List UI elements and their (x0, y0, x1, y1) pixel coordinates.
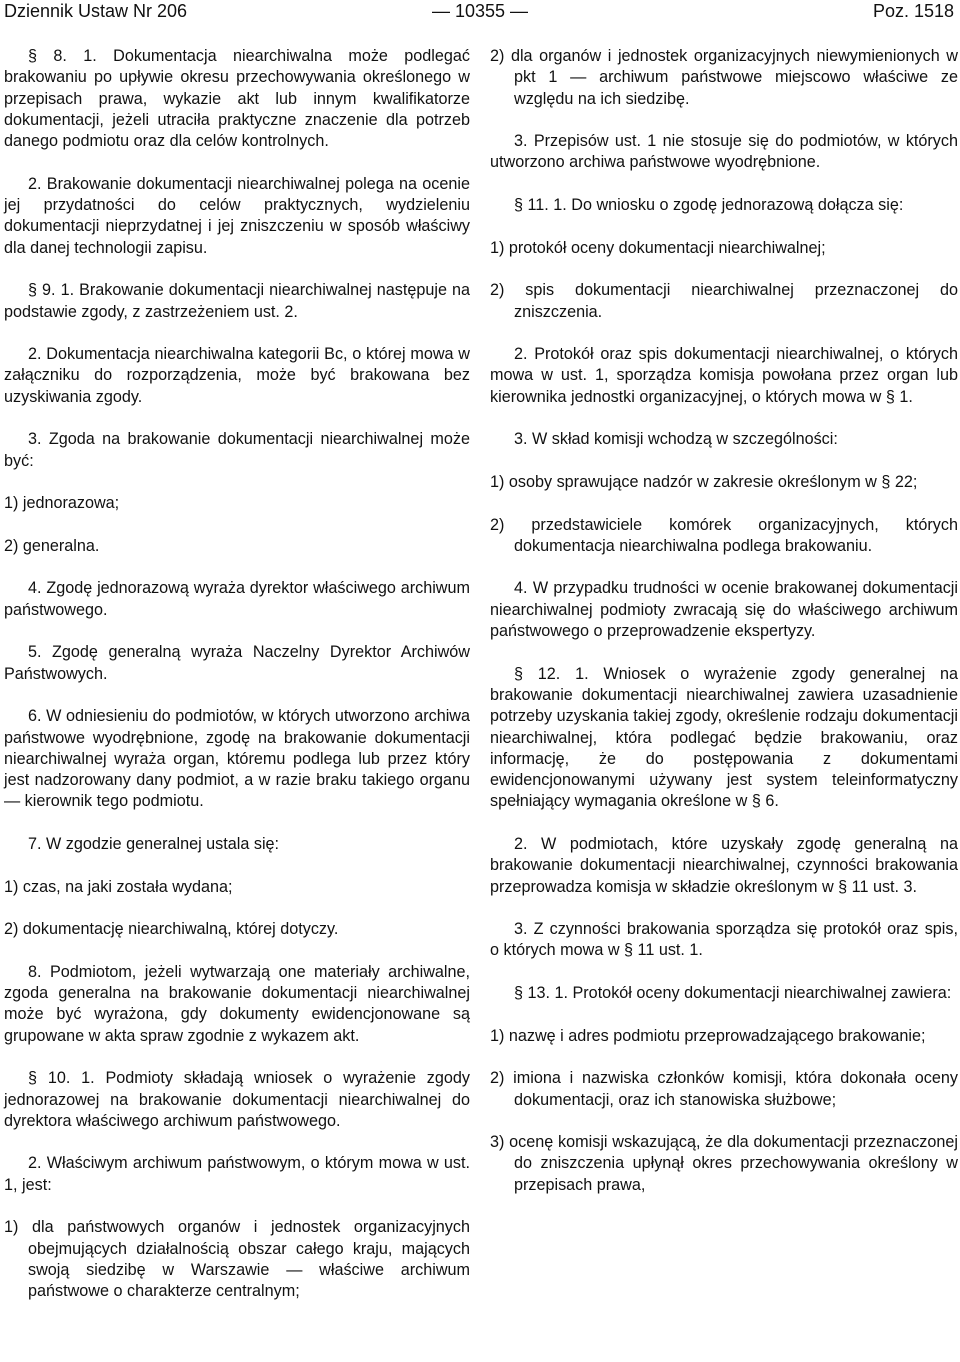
paragraph: 2. Dokumentacja niearchiwalna kategorii Bc, o której mowa w załączniku do rozporządzenia, może być brakowana bez uzyskiwania zgody. (4, 345, 470, 406)
list-item: 2) przedstawiciele komórek organizacyjnych, których dokumentacja niearchiwalna podlega brakowaniu. (490, 515, 958, 555)
paragraph: 7. W zgodzie generalnej ustala się: (28, 834, 280, 853)
paragraph: 4. Zgodę jednorazową wyraża dyrektor właściwego archiwum państwowego. (4, 579, 470, 619)
list-item: 1) jednorazowa; (4, 494, 120, 513)
paragraph: 3. Zgoda na brakowanie dokumentacji niearchiwalnej może być: (4, 430, 470, 470)
paragraph: 3. Z czynności brakowania sporządza się protokół oraz spis, o których mowa w § 11 ust. 1. (490, 920, 958, 960)
position-number: Poz. 1518 (872, 1, 954, 21)
paragraph: 8. Podmiotom, jeżeli wytwarzają one materiały archiwalne, zgoda generalna na brakowanie dokumentacji niearchiwalnej może być wyrażona, gdy dokumenty ewidencjonowane są grupowane w akta spraw zgodnie z wykazem akt. (4, 962, 470, 1045)
paragraph: 3. W skład komisji wchodzą w szczególności: (514, 430, 838, 449)
list-item: 2) dla organów i jednostek organizacyjnych niewymienionych w pkt 1 — archiwum państwowe miejscowo właściwe ze względu na ich siedzibę. (490, 47, 958, 108)
list-item: 1) nazwę i adres podmiotu przeprowadzającego brakowanie; (490, 1026, 926, 1045)
paragraph: 5. Zgodę generalną wyraża Naczelny Dyrektor Archiwów Państwowych. (4, 643, 470, 683)
paragraph: 6. W odniesieniu do podmiotów, w których utworzono archiwa państwowe wyodrębnione, zgodę na brakowanie dokumentacji niearchiwalnej wyraża organ, któremu podlega lub przez który jest nadzorowany dany podmiot, a w razie braku takiego organu — kierownik tego podmiotu. (4, 707, 470, 811)
journal-title: Dziennik Ustaw Nr 206 (4, 1, 188, 21)
paragraph: 2. Brakowanie dokumentacji niearchiwalnej polega na ocenie jej przydatności do celów praktycznych, wydzieleniu dokumentacji nieprzydatnej i jej zniszczeniu w sposób właściwy dla danej technologii zapisu. (4, 174, 470, 257)
paragraph: § 9. 1. Brakowanie dokumentacji niearchiwalnej następuje na podstawie zgody, z zastrzeżeniem ust. 2. (4, 281, 470, 321)
list-item: 1) osoby sprawujące nadzór w zakresie określonym w § 22; (490, 472, 918, 491)
list-item: 2) imiona i nazwiska członków komisji, która dokonała oceny dokumentacji, oraz ich stanowiska służbowe; (490, 1069, 958, 1109)
paragraph: § 11. 1. Do wniosku o zgodę jednorazową dołącza się: (514, 196, 904, 215)
page-number: — 10355 — (431, 1, 529, 21)
list-item: 2) generalna. (4, 536, 100, 555)
paragraph: 2. Protokół oraz spis dokumentacji niearchiwalnej, o których mowa w ust. 1, sporządza komisja powołana przez organ lub kierownika jednostki organizacyjnej, o których mowa w § 1. (490, 345, 958, 406)
right-column (490, 46, 958, 1217)
paragraph: 4. W przypadku trudności w ocenie brakowanej dokumentacji niearchiwalnej podmioty zwracają się do właściwego archiwum państwowego o przeprowadzenie ekspertyzy. (490, 579, 958, 641)
list-item: 1) czas, na jaki została wydana; (4, 877, 233, 896)
paragraph: 3. Przepisów ust. 1 nie stosuje się do podmiotów, w których utworzono archiwa państwowe wyodrębnione. (490, 132, 958, 172)
list-item: 1) dla państwowych organów i jednostek organizacyjnych obejmujących działalnością obszar całego kraju, mających swoją siedzibę w Warszawie — właściwe archiwum państwowe o charakterze centralnym; (4, 1218, 470, 1301)
paragraph: 2. W podmiotach, które uzyskały zgodę generalną na brakowanie dokumentacji niearchiwalnej, czynności brakowania przeprowadza komisja w składzie określonym w § 11 ust. 3. (490, 834, 958, 896)
list-item: 2) dokumentację niearchiwalną, której dotyczy. (4, 920, 339, 939)
list-item: 2) spis dokumentacji niearchiwalnej przeznaczonej do zniszczenia. (490, 281, 958, 321)
paragraph: § 13. 1. Protokół oceny dokumentacji niearchiwalnej zawiera: (514, 984, 952, 1003)
page-header (0, 0, 960, 30)
paragraph: § 8. 1. Dokumentacja niearchiwalna może podlegać brakowaniu po upływie okresu przechowywania określonego w przepisach prawa, wykazie akt lub innym kwalifikatorze dokumentacji, jeżeli utraciła praktyczne znaczenie dla potrzeb danego podmiotu oraz dla celów kontrolnych. (4, 47, 470, 151)
list-item: 1) protokół oceny dokumentacji niearchiwalnej; (490, 238, 826, 257)
paragraph: § 10. 1. Podmioty składają wniosek o wyrażenie zgody jednorazowej na brakowanie dokumentacji niearchiwalnej do dyrektora właściwego archiwum państwowego. (4, 1069, 470, 1130)
paragraph: 2. Właściwym archiwum państwowym, o którym mowa w ust. 1, jest: (4, 1154, 470, 1194)
list-item: 3) ocenę komisji wskazującą, że dla dokumentacji przeznaczonej do zniszczenia upłynął okres przechowywania określony w przepisach prawa, (490, 1133, 958, 1194)
paragraph: § 12. 1. Wniosek o wyrażenie zgody generalnej na brakowanie dokumentacji niearchiwalnej zawiera uzasadnienie potrzeby uzyskania takiej zgody, określenie rodzaju dokumentacji niearchiwalnej, która podlegać będzie brakowaniu, oraz informację, że do postępowania z dokumentami ewidencjonowanymi używany jest system teleinformatyczny spełniający wymagania określone w § 6. (490, 664, 958, 811)
left-column (4, 46, 470, 1324)
